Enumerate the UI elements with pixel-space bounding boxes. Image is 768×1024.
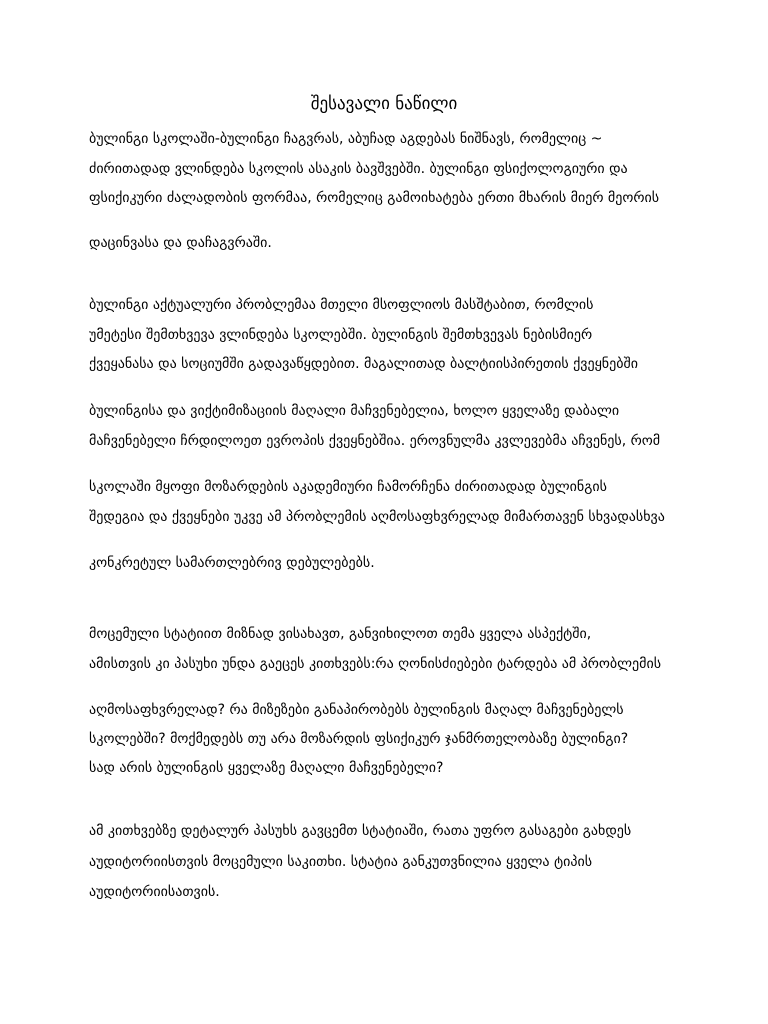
text-line: ქვეყანასა და სოციუმში გადავაწყდებით. მაგალითად ბალტიისპირეთის ქვეყნებში [89, 356, 638, 372]
text-line: მაჩვენებელი ჩრდილოეთ ევროპის ქვეყნებშია. ეროვნულმა კვლევებმა აჩვენეს, რომ [89, 433, 661, 449]
text-line: კონკრეტულ სამართლებრივ დებულებებს. [89, 555, 375, 571]
page-title: შესავალი ნაწილი [310, 94, 458, 114]
text-line: აღმოსაფხვრელად? რა მიზეზები განაპირობებს ბულინგის მაღალ მაჩვენებელს [89, 702, 624, 718]
text-line: ამისთვის კი პასუხი უნდა გაეცეს კითხვებს:რა ღონისძიებები ტარდება ამ პრობლემის [89, 656, 662, 672]
text-line: სად არის ბულინგის ყველაზე მაღალი მაჩვენებელი? [89, 760, 444, 776]
paragraph-1 [89, 131, 689, 252]
text-line: ბულინგი აქტუალური პრობლემაა მთელი მსოფლიოს მასშტაბით, რომლის [89, 297, 594, 313]
text-line: აუდიტორიისთვის მოცემული საკითხი. სტატია განკუთვნილია ყველა ტიპის [89, 854, 593, 870]
text-line: მოცემული სტატიით მიზნად ვისახავთ, განვიხილოთ თემა ყველა ასპექტში, [89, 626, 592, 642]
text-line: ბულინგისა და ვიქტიმიზაციის მაღალი მაჩვენებელია, ხოლო ყველაზე დაბალი [89, 403, 620, 419]
paragraph-4 [89, 823, 689, 901]
text-line: ამ კითხვებზე დეტალურ პასუხს გავცემთ სტატიაში, რათა უფრო გასაგები გახდეს [89, 823, 632, 839]
text-line: ძირითადად ვლინდება სკოლის ასაკის ბავშვებში. ბულინგი ფსიქოლოგიური და [89, 161, 628, 177]
paragraph-3 [89, 626, 689, 777]
paragraph-2 [89, 297, 689, 572]
text-line: ფსიქიკური ძალადობის ფორმაა, რომელიც გამოიხატება ერთი მხარის მიერ მეორის [89, 190, 660, 206]
text-line: სკოლაში მყოფი მოზარდების აკადემიური ჩამორჩენა ძირითადად ბულინგის [89, 479, 607, 495]
text-line: უმეტესი შემთხვევა ვლინდება სკოლებში. ბულინგის შემთხვევას ნებისმიერ [89, 327, 593, 343]
text-line: აუდიტორიისათვის. [89, 884, 220, 900]
text-line: სკოლებში? მოქმედებს თუ არა მოზარდის ფსიქიკურ ჯანმრთელობაზე ბულინგი? [89, 731, 629, 747]
text-line: დაცინვასა და დაჩაგვრაში. [89, 235, 272, 251]
text-line: ბულინგი სკოლაში-ბულინგი ჩაგვრას, აბუჩად აგდებას ნიშნავს, რომელიც ~ [89, 131, 603, 147]
text-line: შედეგია და ქვეყნები უკვე ამ პრობლემის აღმოსაფხვრელად მიმართავენ სხვადასხვა [89, 509, 665, 525]
